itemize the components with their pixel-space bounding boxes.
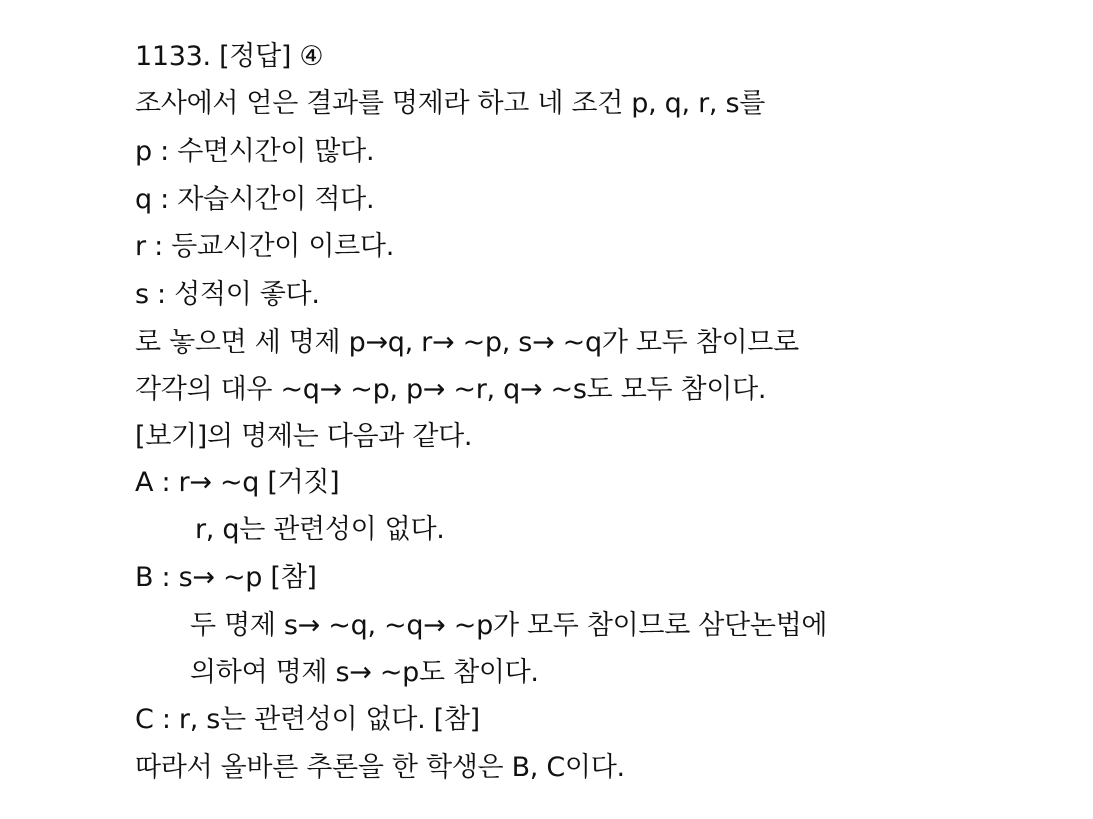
conclusion-line: 따라서 올바른 추론을 한 학생은 B, C이다. <box>135 752 625 783</box>
condition-q: q : 자습시간이 적다. <box>135 184 375 215</box>
statement-a-explanation: r, q는 관련성이 없다. <box>195 514 445 545</box>
condition-s: s : 성적이 좋다. <box>135 279 320 310</box>
statement-c: C : r, s는 관련성이 없다. [참] <box>135 704 480 735</box>
statement-b-explanation-2: 의하여 명제 s→ ~p도 참이다. <box>190 657 539 688</box>
condition-r: r : 등교시간이 이르다. <box>135 231 394 262</box>
problem-answer-header: 1133. [정답] ④ <box>135 41 324 72</box>
statement-b-explanation-1: 두 명제 s→ ~q, ~q→ ~p가 모두 참이므로 삼단논법에 <box>190 610 828 641</box>
statement-b: B : s→ ~p [참] <box>135 562 317 593</box>
bogi-intro-line: [보기]의 명제는 다음과 같다. <box>135 421 473 452</box>
statement-a: A : r→ ~q [거짓] <box>135 467 340 498</box>
condition-p: p : 수면시간이 많다. <box>135 136 375 167</box>
solution-intro-line: 조사에서 얻은 결과를 명제라 하고 네 조건 p, q, r, s를 <box>135 88 765 119</box>
propositions-line: 로 놓으면 세 명제 p→q, r→ ~p, s→ ~q가 모두 참이므로 <box>135 327 799 358</box>
contrapositives-line: 각각의 대우 ~q→ ~p, p→ ~r, q→ ~s도 모두 참이다. <box>135 374 767 405</box>
